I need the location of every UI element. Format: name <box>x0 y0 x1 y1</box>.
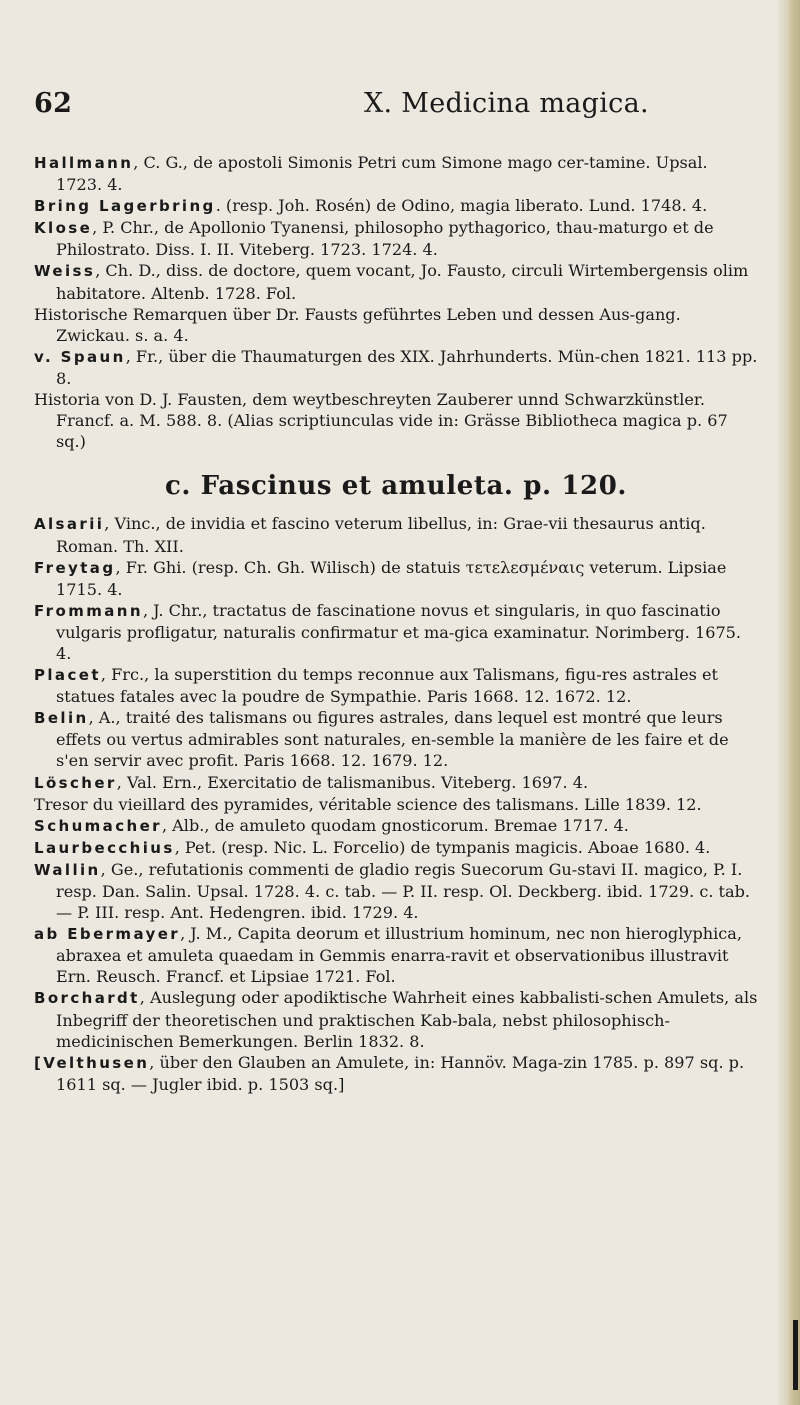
bibliography-entry <box>34 987 758 1051</box>
entry-author: Löscher <box>34 773 117 792</box>
bibliography-entry <box>34 707 758 771</box>
page-edge <box>778 0 800 1405</box>
page-header <box>34 88 754 128</box>
entry-author: Weiss <box>34 262 96 281</box>
entry-text: , Ge., refutationis commenti de gladio regis Suecorum Gu-stavi II. magico, P. I. resp. Dan. Salin. Upsal. 1728. 4. c. tab. — P. II. resp. Ol. Deckberg. ibid. 1729. c. tab. — P. III. resp. Ant. Hedengren. ibid. 1729. 4. <box>56 859 751 923</box>
bibliography-entry <box>34 346 758 389</box>
section-heading: c. Fascinus et amuleta. p. 120. <box>164 471 628 502</box>
entry-author: ab Ebermayer <box>34 925 181 944</box>
bibliography-entry <box>34 304 758 346</box>
bibliography-content <box>34 152 758 1095</box>
entry-text: , Frc., la superstition du temps reconnue aux Talismans, figu-res astrales et statues fatales avec la poudre de Sympathie. Paris 1668. 12. 1672. 12. <box>56 665 718 707</box>
entry-author: Hallmann <box>34 154 134 172</box>
entry-text: , J. Chr., tractatus de fascinatione novus et singularis, in quo fascinatio vulgaris profligatur, naturalis confirmatur et ma-gica examinatur. Norimberg. 1675. 4. <box>56 600 742 663</box>
entry-text: , C. G., de apostoli Simonis Petri cum Simone mago cer-tamine. Upsal. 1723. 4. <box>56 153 708 195</box>
entry-author: Schumacher <box>34 816 162 835</box>
edge-mark <box>793 1320 798 1390</box>
bibliography-entry <box>34 859 758 923</box>
entry-author: Bring Lagerbring <box>34 197 216 216</box>
entry-text: , Pet. (resp. Nic. L. Forcelio) de tympanis magicis. Aboae 1680. 4. <box>174 837 711 857</box>
bibliography-entry <box>34 557 758 600</box>
entry-author: Frommann <box>34 601 143 620</box>
entry-author: Placet <box>34 666 101 685</box>
entry-text: , Fr. Ghi. (resp. Ch. Gh. Wilisch) de statuis τετελεσμέναις veterum. Lipsiae 1715. 4. <box>56 557 727 599</box>
bibliography-entry <box>34 389 758 452</box>
entry-author: Laurbecchius <box>34 838 175 857</box>
bibliography-entry <box>34 1052 758 1095</box>
bibliography-entry <box>34 600 758 664</box>
entry-text: , J. M., Capita deorum et illustrium hominum, nec non hieroglyphica, abraxea et amuleta quaedam in Gemmis enarra-ravit et observationibus illustravit Ern. Reusch. Francf. et Lipsiae 1721. Fol. <box>56 924 743 987</box>
entry-text: , Val. Ern., Exercitatio de talismanibus. Viteberg. 1697. 4. <box>116 772 589 792</box>
bibliography-entry <box>34 815 758 837</box>
entry-text: Tresor du vieillard des pyramides, véritable science des talismans. Lille 1839. 12. <box>34 794 702 814</box>
bibliography-entry <box>34 195 758 217</box>
entry-author: Alsarii <box>34 515 105 534</box>
bibliography-entry <box>34 152 758 195</box>
entry-text: , Fr., über die Thaumaturgen des XIX. Jahrhunderts. Mün-chen 1821. 113 pp. 8. <box>56 346 758 388</box>
bibliography-entry <box>34 837 758 859</box>
running-title: X. Medicina magica. <box>364 88 649 119</box>
entry-author: Freytag <box>34 558 116 577</box>
entry-author: Belin <box>34 709 89 728</box>
entry-author: v. Spaun <box>34 347 126 366</box>
entry-text: . (resp. Joh. Rosén) de Odino, magia liberato. Lund. 1748. 4. <box>215 196 708 216</box>
entry-text: , P. Chr., de Apollonio Tyanensi, philosopho pythagorico, thau-maturgo et de Philostrato. Diss. I. II. Viteberg. 1723. 1724. 4. <box>56 218 714 260</box>
entry-text: , Ch. D., diss. de doctore, quem vocant, Jo. Fausto, circuli Wirtembergensis olim habitatore. Altenb. 1728. Fol. <box>56 261 749 303</box>
entry-text: Historia von D. J. Fausten, dem weytbeschreyten Zauberer unnd Schwarzkünstler. Francf. a. M. 588. 8. (Alias scriptiunculas vide in: Grässe Bibliotheca magica p. 67 sq.) <box>34 390 728 452</box>
bibliography-list-b <box>34 152 758 452</box>
entry-text: , über den Glauben an Amulete, in: Hannöv. Maga-zin 1785. p. 897 sq. p. 1611 sq. — Jugler ibid. p. 1503 sq.] <box>56 1052 745 1094</box>
bibliography-entry <box>34 664 758 707</box>
entry-author: Wallin <box>34 860 101 879</box>
entry-author: Klose <box>34 219 93 238</box>
entry-text: , Vinc., de invidia et fascino veterum libellus, in: Grae-vii thesaurus antiq. Roman. Th. XII. <box>56 514 706 556</box>
entry-author: [Velthusen <box>34 1053 150 1072</box>
entry-text: Historische Remarquen über Dr. Fausts geführtes Leben und dessen Aus-gang. Zwickau. s. a. 4. <box>34 304 681 345</box>
bibliography-entry <box>34 513 758 556</box>
bibliography-entry <box>34 217 758 260</box>
entry-author: Borchardt <box>34 989 140 1008</box>
page-number: 62 <box>34 88 73 119</box>
bibliography-entry <box>34 772 758 794</box>
entry-text: , A., traité des talismans ou figures astrales, dans lequel est montré que leurs effets ou vertus admirables sont naturales, en-semble la manière de les faire et de s'en servir avec profit. Paris 1668. 12. 1679. 12. <box>56 708 729 771</box>
entry-text: , Alb., de amuleto quodam gnosticorum. Bremae 1717. 4. <box>161 815 629 835</box>
bibliography-entry <box>34 260 758 303</box>
bibliography-entry <box>34 794 758 815</box>
bibliography-entry <box>34 923 758 987</box>
bibliography-list-c <box>34 513 758 1095</box>
entry-text: , Auslegung oder apodiktische Wahrheit eines kabbalisti-schen Amulets, als Inbegriff der theoretischen und praktischen Kab-bala, nebst philosophisch-medicinischen Bemerkungen. Berlin 1832. 8. <box>56 988 758 1051</box>
